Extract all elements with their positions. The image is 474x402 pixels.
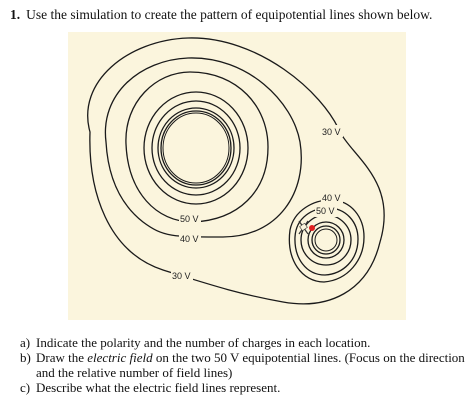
label-50v-right: 50 V bbox=[316, 206, 335, 216]
left-charge-ring-1 bbox=[144, 92, 248, 204]
left-charge-ring-3 bbox=[158, 108, 234, 188]
subquestion-c bbox=[20, 380, 281, 395]
label-30v-upper: 30 V bbox=[322, 127, 341, 137]
equipotential-50v-left bbox=[126, 72, 268, 222]
subquestion-a-text: Indicate the polarity and the number of charges in each location. bbox=[36, 335, 371, 350]
label-50v-left: 50 V bbox=[180, 214, 199, 224]
left-charge-ring-5 bbox=[163, 113, 229, 183]
left-charge-ring-2 bbox=[152, 101, 240, 195]
subquestion-b bbox=[20, 350, 465, 365]
right-charge-ring-3 bbox=[312, 226, 340, 254]
equipotential-figure bbox=[68, 32, 406, 320]
equipotential-40v-left bbox=[105, 58, 301, 237]
question-number: 1. bbox=[10, 7, 21, 22]
subquestion-b-letter: b) bbox=[20, 350, 31, 365]
subquestion-a-letter: a) bbox=[20, 335, 31, 350]
question-title bbox=[10, 7, 432, 23]
subquestion-b-line2-text: and the relative number of field lines) bbox=[36, 365, 233, 380]
label-40v-left: 40 V bbox=[180, 234, 199, 244]
probe-marker bbox=[299, 221, 315, 234]
subquestion-c-text: Describe what the electric field lines represent. bbox=[36, 380, 281, 395]
subquestion-b-pre: Draw the bbox=[36, 350, 88, 365]
subquestion-b-post: on the two 50 V equipotential lines. (Focus on the direction bbox=[152, 350, 465, 365]
equipotential-diagram bbox=[68, 32, 406, 320]
subquestion-b-emphasis: electric field bbox=[87, 350, 153, 365]
subquestion-b-line2 bbox=[36, 365, 232, 380]
left-charge-ring-4 bbox=[161, 111, 231, 185]
label-30v-lower: 30 V bbox=[172, 271, 191, 281]
subquestion-a bbox=[20, 335, 371, 350]
subquestion-c-letter: c) bbox=[20, 380, 31, 395]
label-40v-right: 40 V bbox=[322, 193, 341, 203]
right-charge-ring-4 bbox=[315, 229, 337, 251]
question-text: Use the simulation to create the pattern of equipotential lines shown below. bbox=[26, 7, 433, 22]
